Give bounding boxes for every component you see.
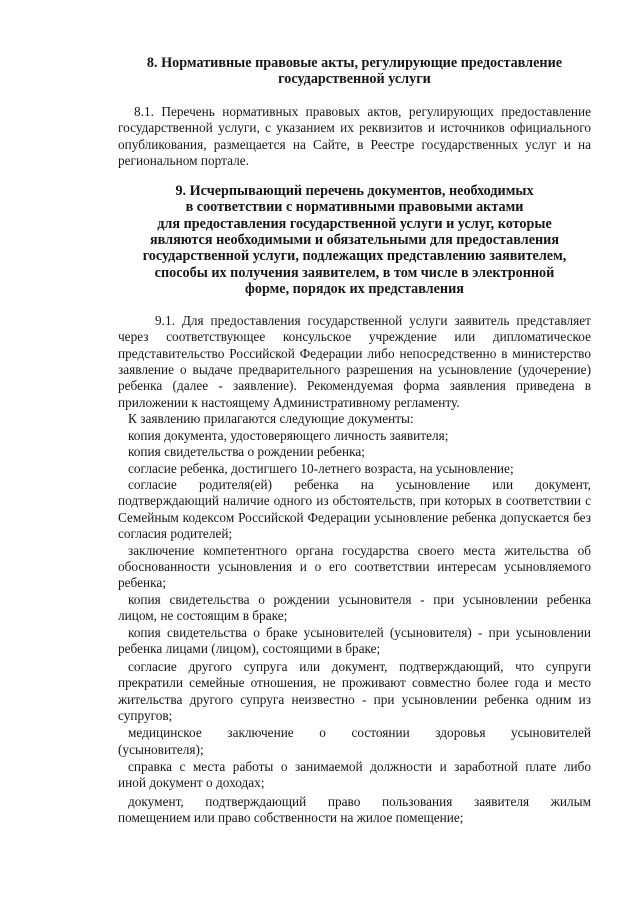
text-line: согласие другого супруга или документ, подтверждающий, что супруги (128, 658, 591, 674)
text-line: документ, подтверждающий право пользования заявителя жилым (128, 794, 591, 810)
document-list-item (118, 659, 591, 725)
heading-line: способы их получения заявителем, в том числе в электронной (154, 264, 555, 281)
text-line: государственной услуги, с указанием их реквизитов и источников официального (118, 120, 591, 136)
document-list-item (118, 461, 591, 477)
text-line: медицинское заключение о состоянии здоровья усыновителей (128, 725, 591, 741)
text-line: справка с места работы о занимаемой должности и заработной плате либо (128, 759, 591, 775)
text-line: копия свидетельства о браке усыновителей (усыновителя) - при усыновлении (128, 624, 591, 640)
text-line: заявление о выдаче предварительного разрешения на усыновление (удочерение) (118, 362, 591, 378)
heading-line: форме, порядок их представления (245, 281, 464, 298)
documents-intro: К заявлению прилагаются следующие документы: (128, 411, 414, 427)
heading-line: для предоставления государственной услуги и услуг, которые (157, 215, 552, 232)
document-list-item (118, 444, 591, 460)
text-line: Семейным кодексом Российской Федерации усыновление ребенка допускается без (118, 509, 591, 525)
text-line: согласия родителей; (118, 526, 233, 542)
text-line: региональном портале. (118, 153, 249, 169)
text-line: супругов; (118, 708, 173, 724)
text-line: лицом, не состоящим в браке; (118, 608, 288, 624)
text-line: представительство Российской Федерации либо непосредственно в министерство (118, 345, 591, 361)
document-list-item (118, 759, 591, 792)
section-8 (118, 55, 591, 169)
document-list-item (118, 477, 591, 543)
text-line: подтверждающий наличие одного из обстоятельств, при которых в соответствии с (118, 493, 591, 509)
text-line: через соответствующее консульское учреждение или дипломатическое (118, 329, 591, 345)
section-9-heading (118, 183, 591, 298)
text-line: приложении к настоящему Административному регламенту. (118, 394, 460, 410)
text-line: обоснованности усыновления и о его соответствии интересам усыновляемого (118, 558, 591, 574)
text-line: ребенка (далее - заявление). Рекомендуемая форма заявления приведена в (118, 378, 591, 394)
text-line: жительства другого супруга неизвестно - при усыновлении ребенка одним из (118, 691, 591, 707)
document-list-item (118, 794, 591, 827)
section-9 (118, 183, 591, 827)
text-line: помещением или право собственности на жилое помещение; (118, 810, 464, 826)
text-line: копия документа, удостоверяющего личность заявителя; (128, 427, 449, 443)
text-line: иной документ о доходах; (118, 775, 265, 791)
document-list-item (118, 625, 591, 658)
document-list-item (118, 592, 591, 625)
heading-line: являются необходимыми и обязательными для предоставления (149, 232, 560, 249)
text-line: копия свидетельства о рождении ребенка; (128, 444, 365, 460)
paragraph-9-1 (118, 313, 591, 411)
heading-line: 9. Исчерпывающий перечень документов, необходимых (175, 182, 534, 199)
heading-line: государственной услуги, подлежащих представлению заявителем, (142, 248, 567, 265)
text-line: 8.1. Перечень нормативных правовых актов, регулирующих предоставление (134, 103, 591, 119)
document-list-item (118, 543, 591, 592)
text-line: 9.1. Для предоставления государственной услуги заявитель представляет (155, 312, 591, 328)
heading-line: 8. Нормативные правовые акты, регулирующие предоставление (146, 55, 563, 71)
document-list-item (118, 725, 591, 758)
text-line: заключение компетентного органа государства своего места жительства об (128, 542, 591, 558)
section-8-heading (118, 55, 591, 88)
text-line: ребенка; (118, 575, 167, 591)
text-line: копия свидетельства о рождении усыновителя - при усыновлении ребенка (128, 591, 591, 607)
heading-line: государственной услуги (278, 71, 431, 88)
text-line: (усыновителя); (118, 741, 204, 757)
paragraph-8-1 (118, 104, 591, 170)
text-line: опубликования, размещается на Сайте, в Реестре государственных услуг и на (118, 136, 591, 152)
text-line: согласие родителя(ей) ребенка на усыновление или документ, (128, 476, 591, 492)
heading-line: в соответствии с нормативными правовыми актами (185, 199, 524, 216)
text-line: прекратили семейные отношения, не проживают совместно более года и место (118, 675, 591, 691)
text-line: согласие ребенка, достигшего 10-летнего возраста, на усыновление; (128, 460, 514, 476)
documents-list (118, 428, 591, 827)
document-list-item (118, 428, 591, 444)
text-line: ребенка лицами (лицом), состоящими в браке; (118, 640, 381, 656)
